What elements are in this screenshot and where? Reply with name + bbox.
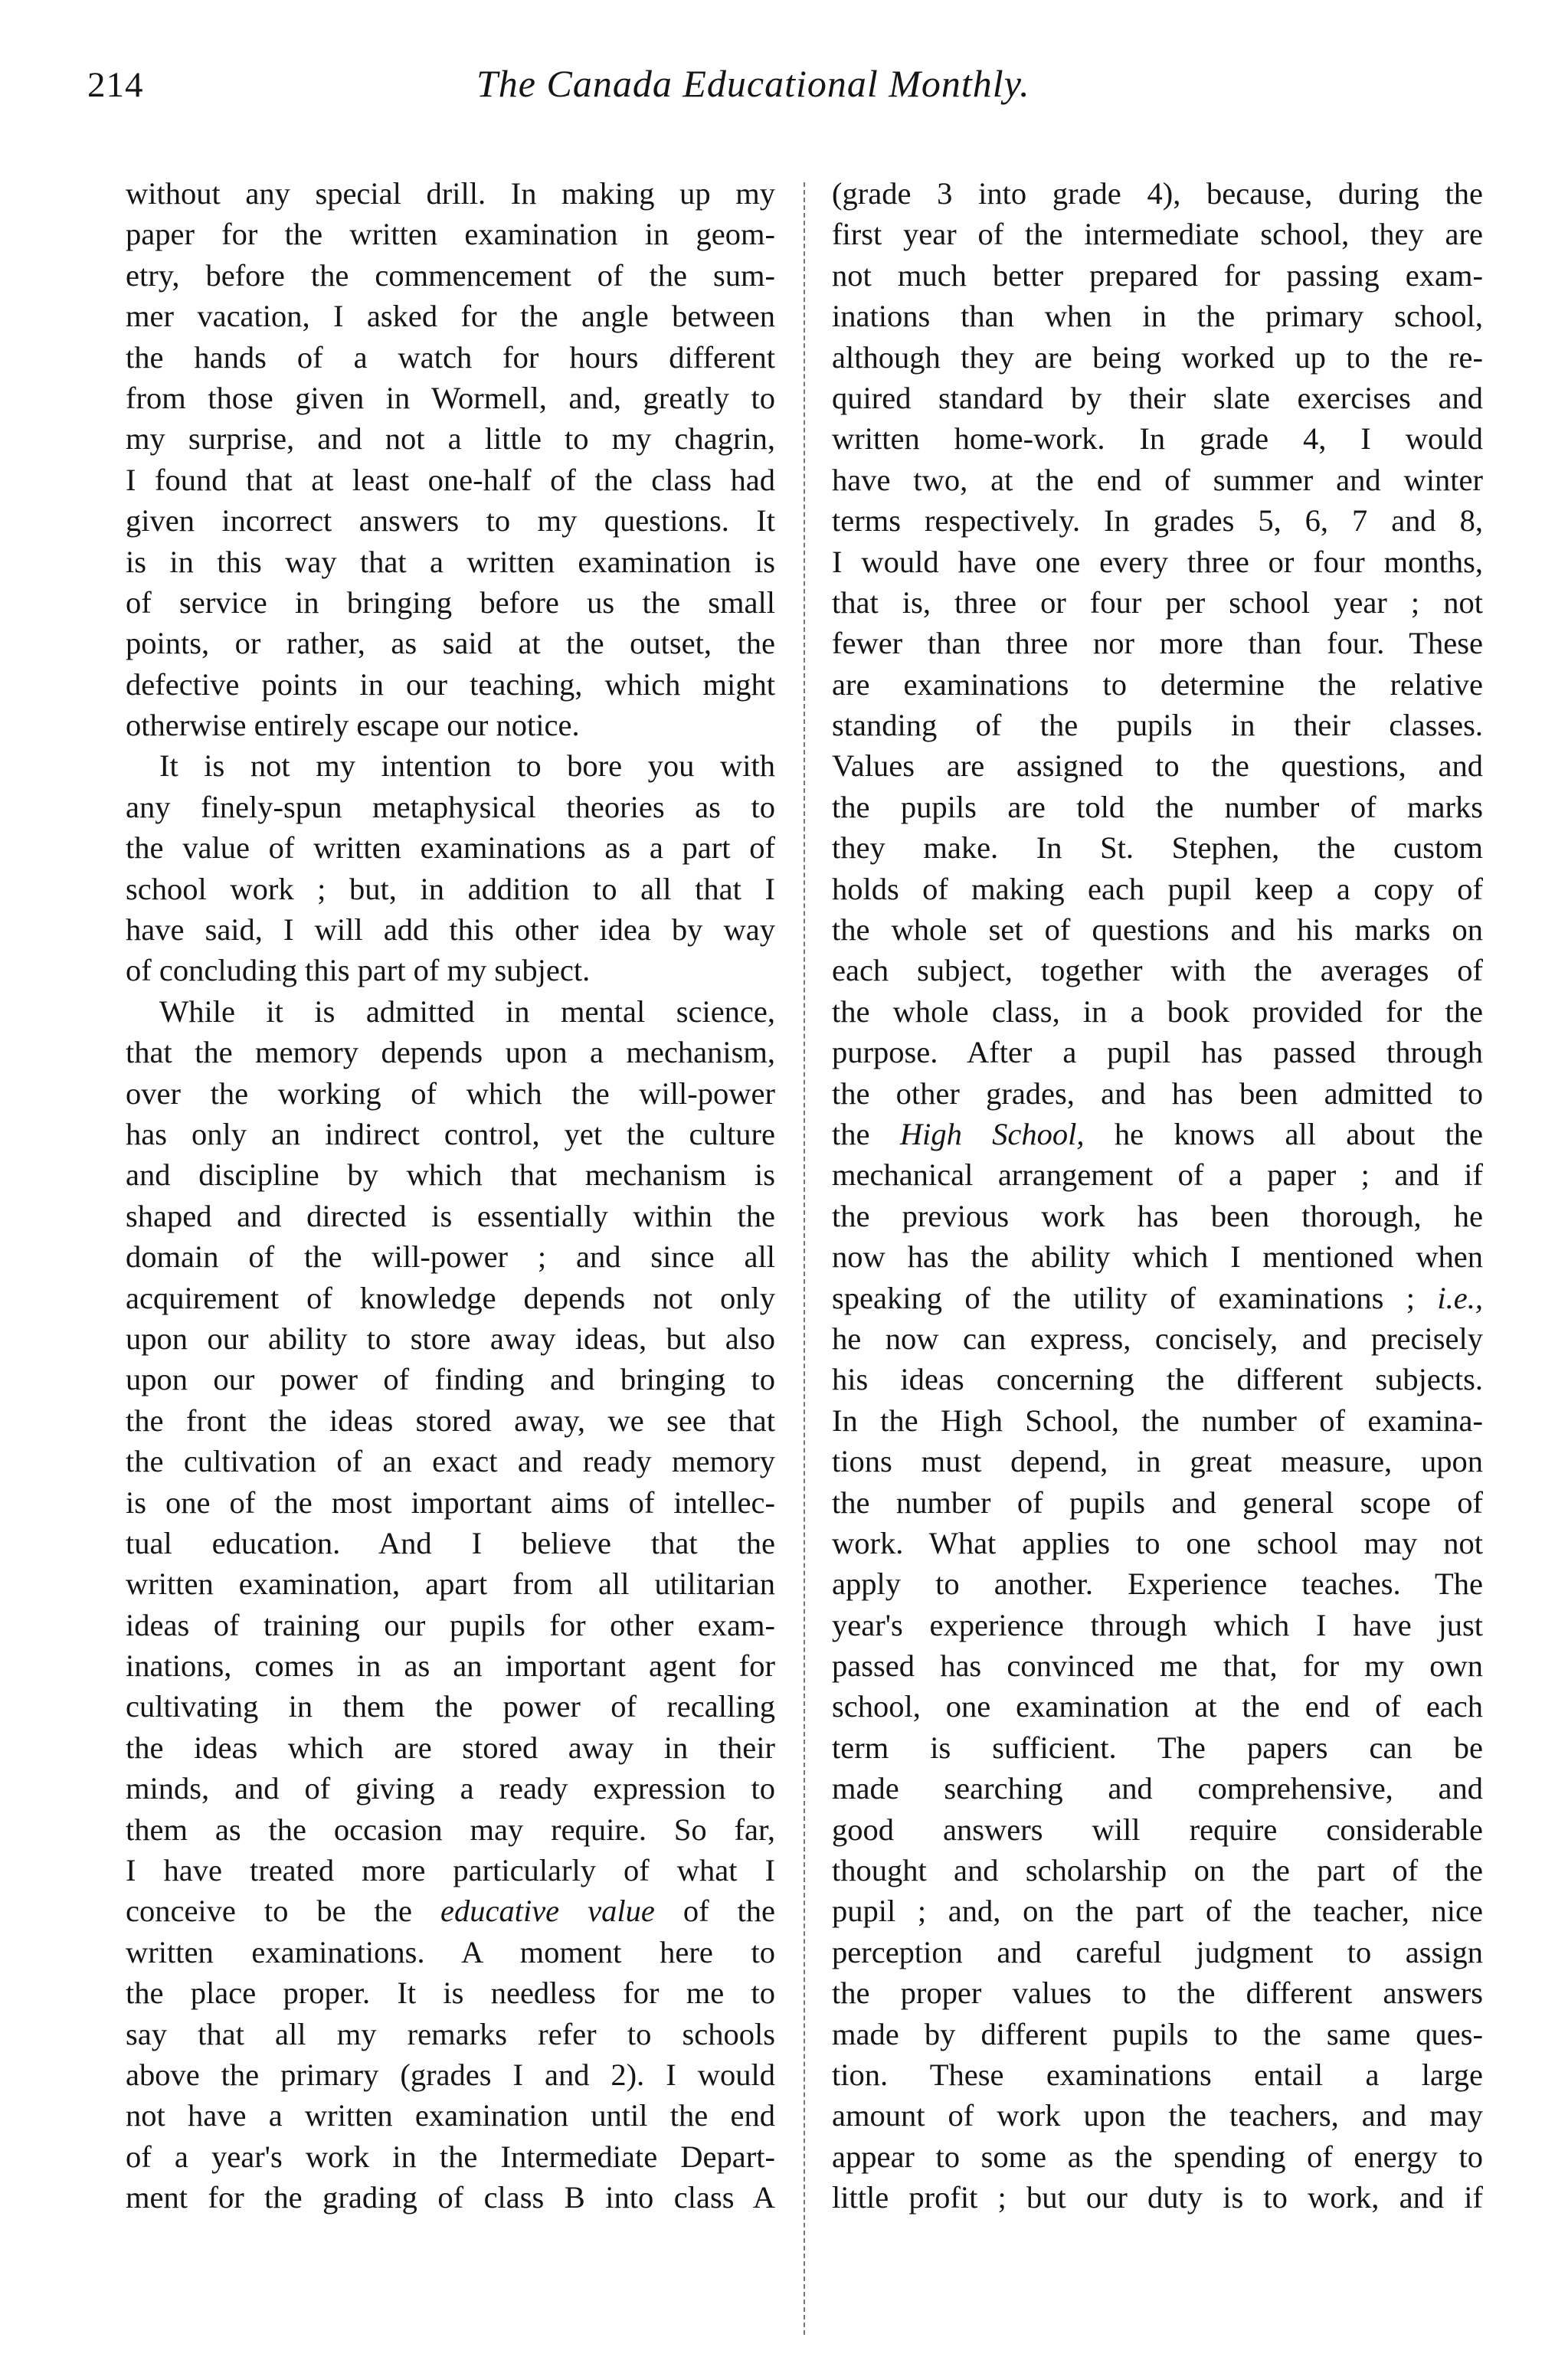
- text-line: acquirement of knowledge depends not only: [126, 1280, 775, 1315]
- text-line: from those given in Wormell, and, greatly to: [126, 380, 775, 415]
- text-line: without any special drill. In making up my: [126, 176, 775, 211]
- right-column: [832, 173, 1483, 2218]
- text-segment: of the: [683, 1894, 775, 1929]
- text-line: apply to another. Experience teaches. The: [832, 1566, 1483, 1602]
- text-line: fewer than three nor more than four. These: [832, 626, 1483, 661]
- text-line: amount of work upon the teachers, and may: [832, 2098, 1483, 2133]
- text-line: any finely-spun metaphysical theories as to: [126, 789, 775, 824]
- text-line: standing of the pupils in their classes.: [832, 708, 1483, 743]
- text-line: of service in bringing before us the small: [126, 584, 775, 620]
- text-line: shaped and directed is essentially within the: [126, 1198, 775, 1233]
- text-line: them as the occasion may require. So far,: [126, 1812, 775, 1847]
- text-line: I would have one every three or four months,: [832, 544, 1483, 579]
- text-line: each subject, together with the averages of: [832, 953, 1483, 988]
- italic-phrase: educative value: [440, 1894, 655, 1929]
- text-line: the whole class, in a book provided for the: [832, 994, 1483, 1029]
- text-line: holds of making each pupil keep a copy of: [832, 871, 1483, 906]
- text-line: now has the ability which I mentioned when: [832, 1239, 1483, 1275]
- text-line: given incorrect answers to my questions. It: [126, 503, 775, 539]
- text-line: cultivating in them the power of recalling: [126, 1689, 775, 1724]
- text-line: say that all my remarks refer to schools: [126, 2016, 775, 2051]
- text-line: work. What applies to one school may not: [832, 1525, 1483, 1560]
- text-segment: conceive to be the: [126, 1894, 413, 1929]
- text-line: is one of the most important aims of intellec-: [126, 1485, 775, 1520]
- text-line: the previous work has been thorough, he: [832, 1198, 1483, 1233]
- text-line: etry, before the commencement of the sum-: [126, 257, 775, 293]
- column-divider: [804, 182, 805, 2335]
- text-line: that the memory depends upon a mechanism,: [126, 1035, 775, 1070]
- italic-phrase: i.e.,: [1437, 1280, 1483, 1315]
- text-line: It is not my intention to bore you with: [159, 748, 775, 784]
- text-line: little profit ; but our duty is to work, and if: [832, 2180, 1483, 2215]
- text-line: inations, comes in as an important agent for: [126, 1648, 775, 1684]
- text-line: not much better prepared for passing exam-: [832, 257, 1483, 293]
- text-line: made by different pupils to the same ques-: [832, 2016, 1483, 2051]
- text-line: upon our power of finding and bringing to: [126, 1362, 775, 1397]
- text-line: [832, 1278, 1483, 1318]
- text-line: the whole set of questions and his marks on: [832, 912, 1483, 948]
- text-line: the cultivation of an exact and ready memory: [126, 1444, 775, 1479]
- text-line: ideas of training our pupils for other exam-: [126, 1607, 775, 1642]
- text-segment: speaking of the utility of examinations ;: [832, 1280, 1416, 1315]
- text-line: the hands of a watch for hours different: [126, 339, 775, 375]
- text-line: the value of written examinations as a part of: [126, 830, 775, 866]
- text-line: have two, at the end of summer and winter: [832, 462, 1483, 497]
- text-line: of concluding this part of my subject.: [126, 953, 591, 988]
- text-line: above the primary (grades I and 2). I would: [126, 2057, 775, 2092]
- text-line: the place proper. It is needless for me to: [126, 1976, 775, 2011]
- text-line: they make. In St. Stephen, the custom: [832, 830, 1483, 866]
- text-line: upon our ability to store away ideas, but also: [126, 1321, 775, 1356]
- text-line: defective points in our teaching, which might: [126, 666, 775, 702]
- text-line: passed has convinced me that, for my own: [832, 1648, 1483, 1684]
- text-line: that is, three or four per school year ; not: [832, 584, 1483, 620]
- text-line: the proper values to the different answers: [832, 1976, 1483, 2011]
- text-line: purpose. After a pupil has passed through: [832, 1035, 1483, 1070]
- text-line: minds, and of giving a ready expression to: [126, 1771, 775, 1806]
- italic-phrase: High School,: [899, 1116, 1085, 1151]
- text-line: are examinations to determine the relative: [832, 666, 1483, 702]
- text-line: year's experience through which I have just: [832, 1607, 1483, 1642]
- text-line: he now can express, concisely, and precisely: [832, 1321, 1483, 1356]
- text-line: quired standard by their slate exercises and: [832, 380, 1483, 415]
- text-line: my surprise, and not a little to my chagrin,: [126, 421, 775, 457]
- text-line: mechanical arrangement of a paper ; and if: [832, 1157, 1483, 1193]
- text-line: tion. These examinations entail a large: [832, 2057, 1483, 2092]
- text-line: inations than when in the primary school,: [832, 299, 1483, 334]
- text-line: tual education. And I believe that the: [126, 1525, 775, 1560]
- text-line: [126, 1891, 775, 1931]
- text-line: domain of the will-power ; and since all: [126, 1239, 775, 1275]
- text-line: school work ; but, in addition to all that I: [126, 871, 775, 906]
- text-line: is in this way that a written examination is: [126, 544, 775, 579]
- text-line: written examination, apart from all utilitarian: [126, 1566, 775, 1602]
- running-title: The Canada Educational Monthly.: [476, 62, 1030, 105]
- text-line: mer vacation, I asked for the angle between: [126, 299, 775, 334]
- text-line: school, one examination at the end of each: [832, 1689, 1483, 1724]
- text-line: over the working of which the will-power: [126, 1075, 775, 1111]
- text-line: (grade 3 into grade 4), because, during the: [832, 176, 1483, 211]
- text-line: good answers will require considerable: [832, 1812, 1483, 1847]
- text-line: have said, I will add this other idea by way: [126, 912, 775, 948]
- text-line: although they are being worked up to the re-: [832, 339, 1483, 375]
- left-column: [126, 173, 775, 2218]
- text-line: perception and careful judgment to assign: [832, 1934, 1483, 1969]
- text-line: ment for the grading of class B into class A: [126, 2180, 775, 2215]
- text-line: tions must depend, in great measure, upon: [832, 1444, 1483, 1479]
- text-line: paper for the written examination in geom-: [126, 217, 775, 252]
- page-number: 214: [87, 65, 144, 105]
- text-line: not have a written examination until the end: [126, 2098, 775, 2133]
- text-line: terms respectively. In grades 5, 6, 7 and 8,: [832, 503, 1483, 539]
- text-line: otherwise entirely escape our notice.: [126, 708, 580, 743]
- text-line: and discipline by which that mechanism is: [126, 1157, 775, 1193]
- text-line: In the High School, the number of examina-: [832, 1403, 1483, 1438]
- text-line: has only an indirect control, yet the culture: [126, 1116, 775, 1151]
- text-segment: the: [832, 1116, 870, 1151]
- text-line: the ideas which are stored away in their: [126, 1730, 775, 1765]
- text-line: Values are assigned to the questions, and: [832, 748, 1483, 784]
- text-line: I have treated more particularly of what I: [126, 1853, 775, 1888]
- text-line: written examinations. A moment here to: [126, 1934, 775, 1969]
- text-line: the pupils are told the number of marks: [832, 789, 1483, 824]
- text-line: appear to some as the spending of energy to: [832, 2139, 1483, 2174]
- text-segment: he knows all about the: [1114, 1116, 1483, 1151]
- text-line: the other grades, and has been admitted to: [832, 1075, 1483, 1111]
- text-line: his ideas concerning the different subjects.: [832, 1362, 1483, 1397]
- text-line: first year of the intermediate school, they are: [832, 217, 1483, 252]
- text-line: made searching and comprehensive, and: [832, 1771, 1483, 1806]
- text-line: [832, 1114, 1483, 1154]
- text-line: term is sufficient. The papers can be: [832, 1730, 1483, 1765]
- text-line: points, or rather, as said at the outset, the: [126, 626, 775, 661]
- text-line: written home-work. In grade 4, I would: [832, 421, 1483, 457]
- text-line: the number of pupils and general scope of: [832, 1485, 1483, 1520]
- text-line: pupil ; and, on the part of the teacher, nice: [832, 1894, 1483, 1929]
- text-line: While it is admitted in mental science,: [159, 994, 775, 1029]
- text-line: thought and scholarship on the part of the: [832, 1853, 1483, 1888]
- text-line: of a year's work in the Intermediate Depart-: [126, 2139, 775, 2174]
- text-line: I found that at least one-half of the class had: [126, 462, 775, 497]
- text-line: the front the ideas stored away, we see that: [126, 1403, 775, 1438]
